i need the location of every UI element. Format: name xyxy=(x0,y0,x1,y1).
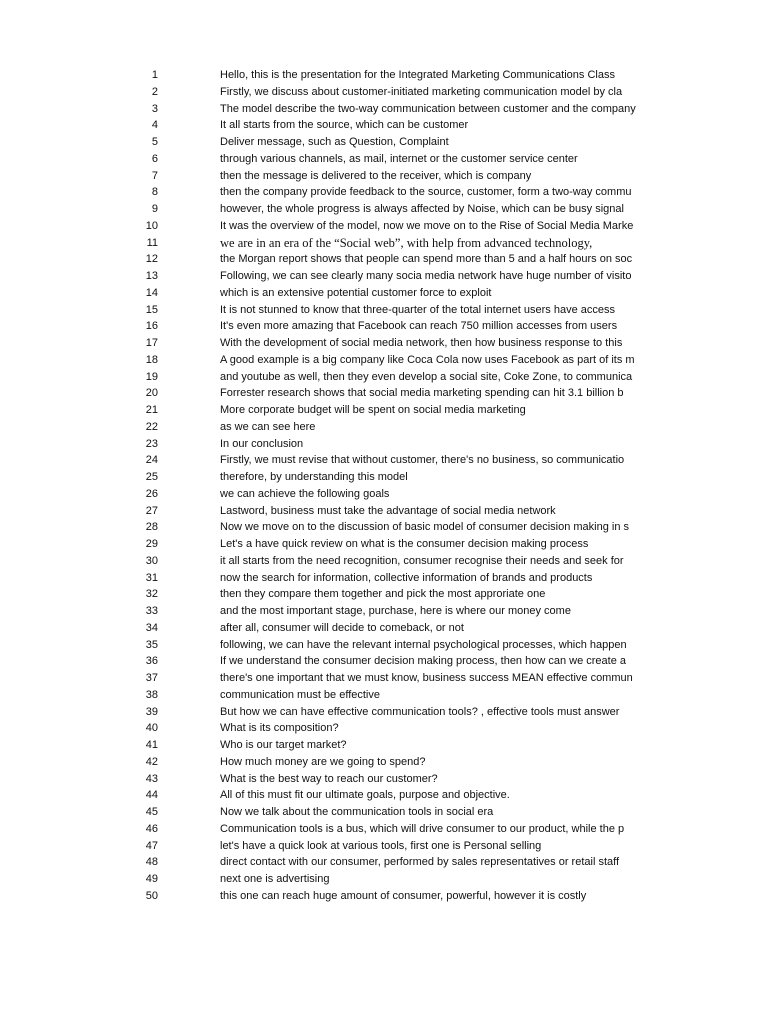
table-row xyxy=(0,117,768,134)
row-text-cell[interactable]: next one is advertising xyxy=(220,873,330,885)
table-row xyxy=(0,486,768,503)
table-row xyxy=(0,251,768,268)
row-number: 22 xyxy=(145,420,158,433)
row-number: 44 xyxy=(145,789,158,802)
row-text-cell[interactable]: Now we move on to the discussion of basic model of consumer decision making in s xyxy=(220,521,630,534)
row-number: 18 xyxy=(145,353,158,366)
table-row xyxy=(0,335,768,352)
row-number: 25 xyxy=(145,471,158,483)
row-number: 27 xyxy=(145,504,158,517)
row-number: 23 xyxy=(145,437,158,450)
row-text-cell[interactable]: How much money are we going to spend? xyxy=(220,755,426,768)
table-row xyxy=(0,67,768,84)
row-number: 36 xyxy=(145,655,158,668)
table-row xyxy=(0,687,768,704)
table-row xyxy=(0,704,768,721)
row-number: 15 xyxy=(145,303,158,316)
table-row xyxy=(0,201,768,218)
row-text-cell[interactable]: as we can see here xyxy=(220,420,316,433)
row-text-cell[interactable]: It was the overview of the model, now we move on to the Rise of Social Media Marke xyxy=(220,219,634,232)
row-number: 42 xyxy=(145,755,158,768)
table-row xyxy=(0,419,768,436)
row-text-cell[interactable]: following, we can have the relevant internal psychological processes, which happen xyxy=(220,638,627,651)
table-row xyxy=(0,821,768,838)
row-number: 35 xyxy=(145,638,158,651)
row-text-cell[interactable]: now the search for information, collective information of brands and products xyxy=(220,571,593,584)
row-text-cell[interactable]: after all, consumer will decide to comeback, or not xyxy=(220,621,464,634)
row-text-cell[interactable]: and the most important stage, purchase, here is where our money come xyxy=(220,605,571,617)
row-text-cell[interactable]: Lastword, business must take the advantage of social media network xyxy=(220,504,556,517)
row-number: 13 xyxy=(145,270,158,282)
row-number: 6 xyxy=(151,152,158,165)
row-number: 28 xyxy=(145,521,158,534)
row-text-cell[interactable]: we can achieve the following goals xyxy=(220,487,390,500)
table-row xyxy=(0,519,768,536)
row-text-cell[interactable]: Hello, this is the presentation for the Integrated Marketing Communications Class xyxy=(220,69,615,81)
table-row xyxy=(0,570,768,587)
row-number: 3 xyxy=(151,102,158,115)
table-row xyxy=(0,754,768,771)
table-row xyxy=(0,771,768,788)
row-text-cell[interactable]: we are in an era of the “Social web”, with help from advanced technology, xyxy=(220,235,593,250)
row-text-cell[interactable]: therefore, by understanding this model xyxy=(220,471,408,483)
table-row xyxy=(0,804,768,821)
row-number: 21 xyxy=(145,404,158,416)
row-text-cell[interactable]: however, the whole progress is always affected by Noise, which can be busy signal xyxy=(220,203,624,215)
table-row xyxy=(0,720,768,737)
row-number: 43 xyxy=(145,772,158,785)
table-row xyxy=(0,168,768,185)
row-number: 33 xyxy=(145,605,158,617)
table-row xyxy=(0,134,768,151)
table-row xyxy=(0,285,768,302)
table-row xyxy=(0,888,768,905)
row-number: 9 xyxy=(151,203,158,215)
table-row xyxy=(0,369,768,386)
row-text-cell[interactable]: Now we talk about the communication tools in social era xyxy=(220,806,494,818)
row-text-cell[interactable]: It all starts from the source, which can be customer xyxy=(220,119,469,132)
row-text-cell[interactable]: the Morgan report shows that people can spend more than 5 and a half hours on soc xyxy=(220,253,633,266)
row-text-cell[interactable]: Who is our target market? xyxy=(220,739,347,751)
row-text-cell[interactable]: there's one important that we must know, business success MEAN effective commun xyxy=(220,672,633,684)
table-row xyxy=(0,603,768,620)
row-number: 48 xyxy=(145,856,158,869)
table-row xyxy=(0,151,768,168)
row-number: 16 xyxy=(145,320,158,333)
table-row xyxy=(0,553,768,570)
row-number: 11 xyxy=(146,236,158,249)
table-row xyxy=(0,235,768,252)
row-text-cell[interactable]: A good example is a big company like Coca Cola now uses Facebook as part of its m xyxy=(220,353,635,366)
table-row xyxy=(0,670,768,687)
row-number: 2 xyxy=(151,85,158,98)
row-number: 38 xyxy=(145,688,158,701)
row-text-cell[interactable]: If we understand the consumer decision making process, then how can we create a xyxy=(220,655,627,668)
row-text-cell[interactable]: In our conclusion xyxy=(220,437,304,450)
row-text-cell[interactable]: With the development of social media network, then how business response to this xyxy=(220,337,623,349)
row-number: 47 xyxy=(145,839,158,852)
table-row xyxy=(0,184,768,201)
table-row xyxy=(0,536,768,553)
row-number: 7 xyxy=(151,169,158,182)
table-row xyxy=(0,637,768,654)
row-number: 41 xyxy=(145,739,158,751)
row-text-cell[interactable]: What is the best way to reach our customer? xyxy=(220,772,438,785)
row-text-cell[interactable]: But how we can have effective communication tools? , effective tools must answer xyxy=(220,705,620,718)
row-number: 50 xyxy=(145,889,158,902)
row-text-cell[interactable]: Firstly, we must revise that without customer, there's no business, so communicatio xyxy=(220,454,625,467)
table-row xyxy=(0,302,768,319)
row-text-cell[interactable]: What is its composition? xyxy=(220,722,339,735)
row-number: 19 xyxy=(145,370,158,383)
table-row xyxy=(0,101,768,118)
row-text-cell[interactable]: Firstly, we discuss about customer-initiated marketing communication model by cla xyxy=(220,85,623,98)
table-row xyxy=(0,385,768,402)
row-text-cell[interactable]: then the message is delivered to the receiver, which is company xyxy=(220,169,532,182)
row-number: 39 xyxy=(145,705,158,718)
row-text-cell[interactable]: direct contact with our consumer, performed by sales representatives or retail staff xyxy=(220,856,620,869)
table-row xyxy=(0,469,768,486)
row-number: 1 xyxy=(151,69,158,81)
row-number: 5 xyxy=(151,136,158,148)
table-row xyxy=(0,586,768,603)
row-text-cell[interactable]: then the company provide feedback to the source, customer, form a two-way commu xyxy=(220,186,632,199)
table-row xyxy=(0,620,768,637)
row-number: 40 xyxy=(145,722,158,735)
row-number: 24 xyxy=(145,454,158,467)
row-text-cell[interactable]: Forrester research shows that social media marketing spending can hit 3.1 billion b xyxy=(220,387,624,400)
row-text-cell[interactable]: and youtube as well, then they even develop a social site, Coke Zone, to communica xyxy=(220,370,633,383)
row-text-cell[interactable]: through various channels, as mail, internet or the customer service center xyxy=(220,152,578,165)
row-text-cell[interactable]: Communication tools is a bus, which will drive consumer to our product, while the p xyxy=(220,822,625,835)
row-text-cell[interactable]: It is not stunned to know that three-quarter of the total internet users have access xyxy=(220,303,616,316)
row-text-cell[interactable]: All of this must fit our ultimate goals, purpose and objective. xyxy=(220,789,510,802)
table-row xyxy=(0,436,768,453)
row-text-cell[interactable]: Let's a have quick review on what is the consumer decision making process xyxy=(220,538,589,550)
row-number: 17 xyxy=(145,337,158,349)
row-number: 34 xyxy=(145,621,158,634)
table-row xyxy=(0,871,768,888)
row-number: 4 xyxy=(151,119,158,132)
table-row xyxy=(0,402,768,419)
row-text-cell[interactable]: which is an extensive potential customer force to exploit xyxy=(220,286,492,299)
table-row xyxy=(0,503,768,520)
table-row xyxy=(0,318,768,335)
table-row xyxy=(0,84,768,101)
spreadsheet-rows xyxy=(0,67,768,905)
row-number: 26 xyxy=(145,487,158,500)
row-number: 12 xyxy=(145,253,158,266)
table-row xyxy=(0,452,768,469)
row-text-cell[interactable]: The model describe the two-way communication between customer and the company xyxy=(220,102,636,115)
table-row xyxy=(0,653,768,670)
table-row xyxy=(0,838,768,855)
row-number: 10 xyxy=(145,219,158,232)
row-number: 45 xyxy=(145,806,158,818)
row-text-cell[interactable]: More corporate budget will be spent on social media marketing xyxy=(220,404,526,416)
row-number: 49 xyxy=(145,873,158,885)
row-text-cell[interactable]: It's even more amazing that Facebook can reach 750 million accesses from users xyxy=(220,320,618,333)
row-text-cell[interactable]: Deliver message, such as Question, Complaint xyxy=(220,136,449,148)
row-number: 46 xyxy=(145,822,158,835)
row-number: 20 xyxy=(145,387,158,400)
row-number: 32 xyxy=(145,588,158,601)
table-row xyxy=(0,352,768,369)
table-row xyxy=(0,268,768,285)
row-text-cell[interactable]: then they compare them together and pick the most approriate one xyxy=(220,588,546,601)
row-text-cell[interactable]: it all starts from the need recognition, consumer recognise their needs and seek for xyxy=(220,554,624,567)
table-row xyxy=(0,737,768,754)
row-number: 37 xyxy=(145,672,158,684)
table-row xyxy=(0,787,768,804)
row-text-cell[interactable]: this one can reach huge amount of consumer, powerful, however it is costly xyxy=(220,889,587,902)
row-text-cell[interactable]: Following, we can see clearly many socia media network have huge number of visito xyxy=(220,270,632,282)
row-number: 31 xyxy=(145,571,158,584)
row-number: 29 xyxy=(145,538,158,550)
row-text-cell[interactable]: let's have a quick look at various tools, first one is Personal selling xyxy=(220,839,542,852)
table-row xyxy=(0,218,768,235)
row-number: 30 xyxy=(145,554,158,567)
row-number: 8 xyxy=(151,186,158,199)
row-number: 14 xyxy=(145,286,158,299)
row-text-cell[interactable]: communication must be effective xyxy=(220,688,380,701)
table-row xyxy=(0,854,768,871)
